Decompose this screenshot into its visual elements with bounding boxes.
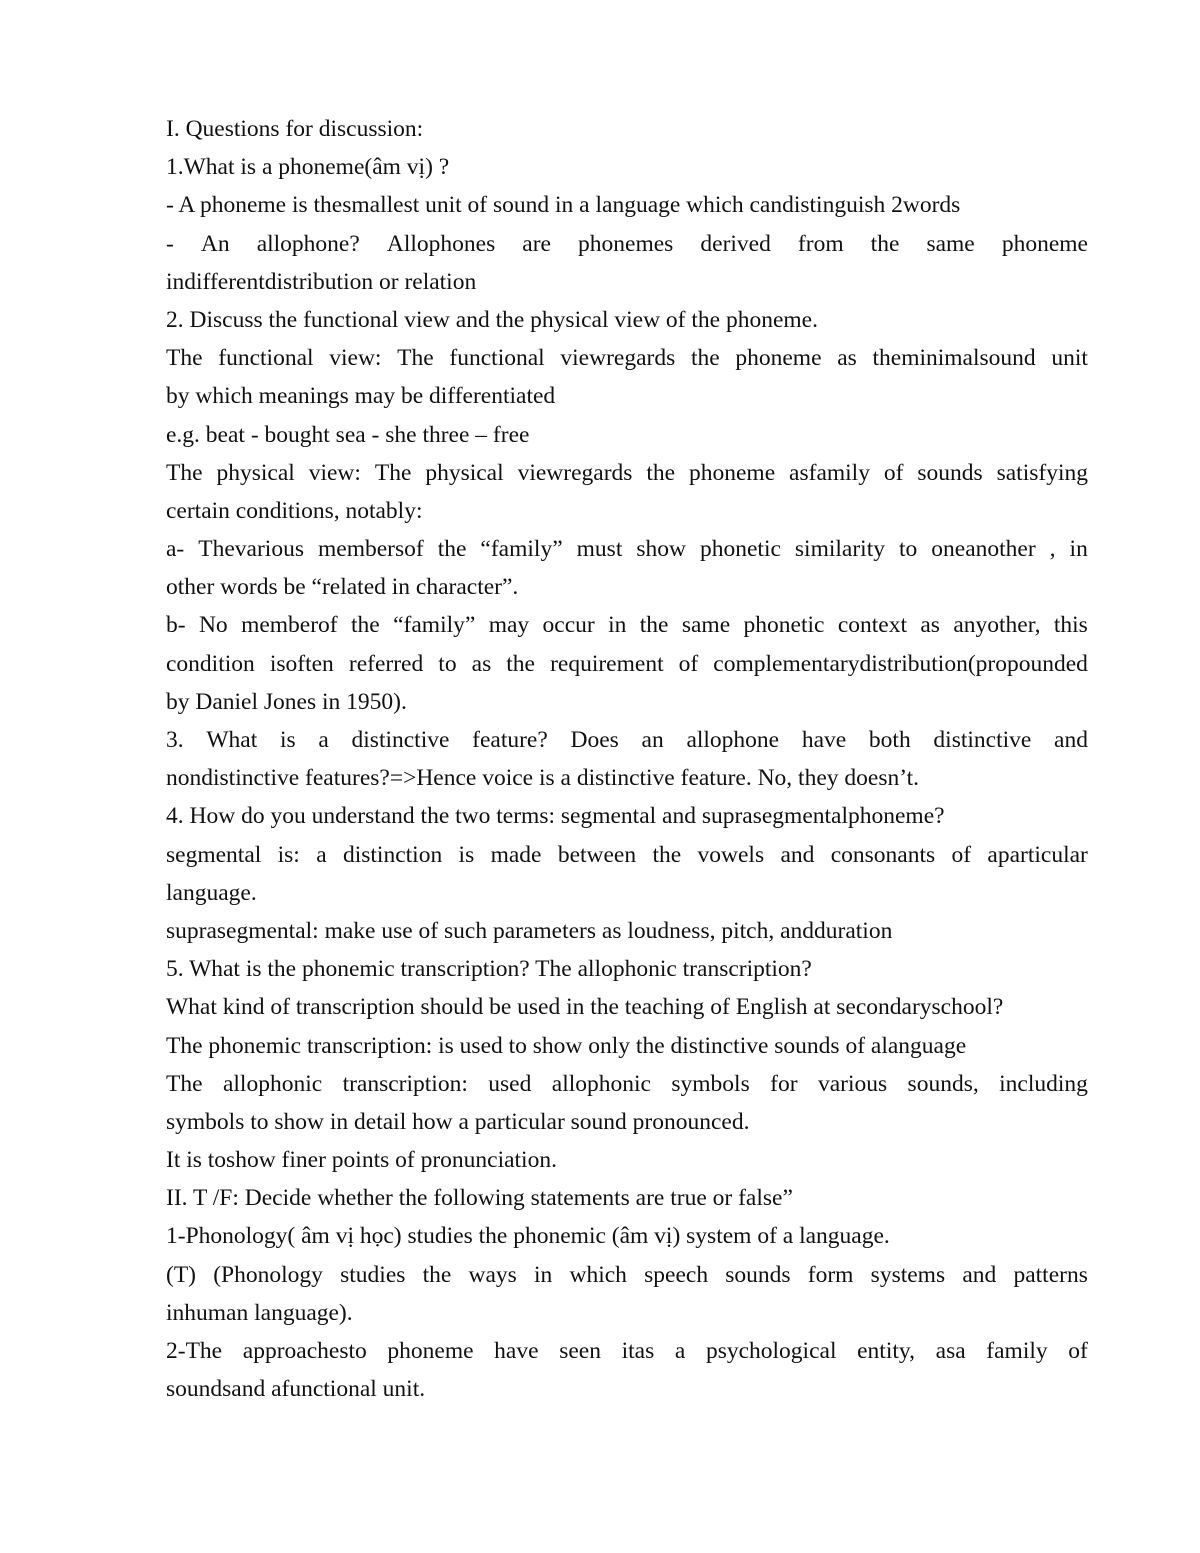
- text-line: [166, 454, 1088, 492]
- word: an: [641, 727, 664, 753]
- text-line: - A phoneme is thesmallest unit of sound in a language which candistinguish 2words: [166, 192, 961, 219]
- word: of: [951, 841, 972, 868]
- word: theminimalsound: [872, 345, 1036, 372]
- text-line: I. Questions for discussion:: [166, 116, 424, 142]
- word: functional: [449, 345, 545, 372]
- word: physical: [216, 459, 295, 486]
- word: is: [279, 727, 296, 753]
- word: to: [438, 650, 457, 677]
- word: referred: [348, 650, 424, 677]
- text-line: [166, 1256, 1088, 1294]
- word: occur: [542, 612, 595, 639]
- text-line: [166, 530, 1088, 568]
- word: as: [837, 345, 857, 372]
- word: of: [1068, 1338, 1088, 1364]
- word: What: [206, 727, 258, 753]
- word: allophonic: [551, 1070, 651, 1097]
- word: phonemes: [578, 230, 674, 257]
- word: distinction: [342, 841, 443, 868]
- word: in: [534, 1261, 553, 1288]
- text-line: 1.What is a phoneme(âm vị) ?: [166, 154, 450, 181]
- text-line: e.g. beat - bought sea - she three – free: [166, 421, 530, 448]
- text-line: [166, 339, 1088, 377]
- word: ways: [468, 1261, 517, 1288]
- text-line: suprasegmental: make use of such parameters as loudness, pitch, andduration: [166, 917, 893, 944]
- word: is: [458, 841, 475, 868]
- word: membersof: [317, 536, 424, 563]
- word: The: [166, 1070, 203, 1097]
- word: have: [801, 727, 847, 753]
- text-line: by Daniel Jones in 1950).: [166, 688, 407, 715]
- word: family: [986, 1338, 1048, 1364]
- word: speech: [644, 1261, 709, 1288]
- word: derived: [700, 230, 771, 257]
- word: psychological: [705, 1338, 837, 1364]
- word: requirement: [550, 650, 664, 677]
- word: in: [1069, 536, 1088, 563]
- word: view:: [329, 345, 382, 372]
- word: used: [488, 1070, 532, 1097]
- word: consonants: [830, 841, 936, 868]
- word: complementarydistribution(propounded: [713, 650, 1088, 677]
- word: (T): [166, 1261, 197, 1288]
- word: functional: [218, 345, 314, 372]
- word: the: [422, 1261, 452, 1288]
- word: memberof: [241, 612, 338, 639]
- word: same: [681, 612, 731, 639]
- text-line: II. T /F: Decide whether the following statements are true or false”: [166, 1185, 793, 1212]
- word: context: [837, 612, 907, 639]
- word: b-: [166, 612, 186, 639]
- word: must: [576, 536, 623, 563]
- word: is:: [277, 841, 300, 868]
- word: same: [926, 230, 975, 257]
- word: phoneme: [735, 345, 822, 372]
- word: studies: [340, 1261, 406, 1288]
- word: phoneme: [688, 459, 776, 486]
- word: including: [999, 1070, 1088, 1097]
- word: sounds,: [907, 1070, 979, 1097]
- text-line: inhuman language).: [166, 1299, 353, 1326]
- word: distinctive: [351, 727, 450, 753]
- word: viewregards: [517, 459, 633, 486]
- word: anyother,: [953, 612, 1041, 639]
- word: “family”: [393, 612, 476, 639]
- text-line: 4. How do you understand the two terms: segmental and suprasegmentalphoneme?: [166, 803, 945, 830]
- text-line: What kind of transcription should be used in the teaching of English at secondaryschool?: [166, 994, 1004, 1021]
- word: seen: [559, 1338, 601, 1364]
- word: unit: [1051, 345, 1088, 372]
- word: Allophones: [386, 230, 496, 257]
- word: of: [883, 459, 904, 486]
- text-line: [166, 1332, 1088, 1370]
- word: view:: [308, 459, 361, 486]
- word: the: [690, 345, 720, 372]
- word: phoneme: [1001, 230, 1088, 257]
- word: transcription:: [342, 1070, 468, 1097]
- word: asa: [935, 1338, 966, 1364]
- word: this: [1053, 612, 1088, 639]
- word: phoneme: [387, 1338, 474, 1364]
- text-line: [166, 645, 1088, 683]
- word: The: [166, 345, 203, 372]
- word: systems: [870, 1261, 946, 1288]
- word: between: [557, 841, 637, 868]
- word: as: [920, 612, 940, 639]
- word: and: [780, 841, 815, 868]
- text-line: [166, 1065, 1088, 1103]
- word: feature?: [472, 727, 548, 753]
- word: An: [200, 230, 230, 257]
- word: are: [522, 230, 551, 257]
- text-line: [166, 721, 1088, 759]
- word: 3.: [166, 727, 184, 753]
- text-line: [166, 606, 1088, 644]
- word: ,: [1049, 536, 1056, 563]
- word: satisfying: [996, 459, 1088, 486]
- text-line: 2. Discuss the functional view and the physical view of the phoneme.: [166, 306, 818, 333]
- word: condition: [166, 650, 255, 677]
- word: of: [678, 650, 699, 677]
- word: symbols: [671, 1070, 750, 1097]
- word: allophone: [686, 727, 780, 753]
- word: oneanother: [931, 536, 1036, 563]
- text-line: 1-Phonology( âm vị học) studies the phonemic (âm vị) system of a language.: [166, 1223, 890, 1250]
- text-line: [166, 836, 1088, 874]
- word: as: [471, 650, 492, 677]
- text-line: The phonemic transcription: is used to show only the distinctive sounds of alanguage: [166, 1032, 967, 1059]
- word: segmental: [166, 841, 262, 868]
- word: to: [898, 536, 918, 563]
- word: 2-The: [166, 1338, 223, 1364]
- word: both: [868, 727, 911, 753]
- word: similarity: [794, 536, 885, 563]
- document-body: [166, 110, 1088, 1408]
- word: form: [807, 1261, 854, 1288]
- text-line: certain conditions, notably:: [166, 497, 423, 524]
- word: and: [962, 1261, 997, 1288]
- word: Thevarious: [198, 536, 304, 563]
- word: “family”: [480, 536, 563, 563]
- word: allophonic: [222, 1070, 323, 1097]
- text-line: indifferentdistribution or relation: [166, 268, 477, 295]
- word: sounds: [917, 459, 983, 486]
- text-line: 5. What is the phonemic transcription? The allophonic transcription?: [166, 956, 812, 983]
- word: allophone?: [256, 230, 360, 257]
- word: a: [318, 727, 329, 753]
- text-line: symbols to show in detail how a particular sound pronounced.: [166, 1108, 750, 1135]
- word: the: [652, 841, 682, 868]
- text-line: soundsand afunctional unit.: [166, 1376, 426, 1403]
- word: a-: [166, 536, 185, 563]
- text-line: [166, 225, 1088, 263]
- word: aparticular: [987, 841, 1088, 868]
- word: show: [636, 536, 686, 563]
- word: isoften: [269, 650, 334, 677]
- word: vowels: [697, 841, 765, 868]
- word: physical: [425, 459, 504, 486]
- word: in: [608, 612, 627, 639]
- word: the: [351, 612, 380, 639]
- word: sounds: [725, 1261, 791, 1288]
- text-line: nondistinctive features?=>Hence voice is a distinctive feature. No, they doesn’t.: [166, 765, 920, 792]
- word: various: [817, 1070, 888, 1097]
- text-line: other words be “related in character”.: [166, 574, 519, 601]
- word: itas: [621, 1338, 655, 1364]
- word: made: [490, 841, 542, 868]
- word: viewregards: [560, 345, 676, 372]
- word: approachesto: [242, 1338, 367, 1364]
- word: The: [374, 459, 412, 486]
- word: Does: [570, 727, 619, 753]
- word: from: [797, 230, 844, 257]
- word: -: [166, 230, 174, 257]
- word: a: [316, 841, 327, 868]
- word: distinctive: [933, 727, 1032, 753]
- text-line: by which meanings may be differentiated: [166, 383, 556, 410]
- word: a: [674, 1338, 686, 1364]
- word: entity,: [857, 1338, 915, 1364]
- word: The: [397, 345, 434, 372]
- word: (Phonology: [213, 1261, 323, 1288]
- word: have: [494, 1338, 539, 1364]
- word: The: [166, 459, 203, 486]
- word: the: [870, 230, 900, 257]
- word: for: [770, 1070, 798, 1097]
- text-line: It is toshow finer points of pronunciation.: [166, 1147, 557, 1174]
- word: patterns: [1013, 1261, 1088, 1288]
- word: the: [437, 536, 467, 563]
- word: may: [488, 612, 530, 639]
- word: the: [646, 459, 676, 486]
- word: the: [639, 612, 669, 639]
- word: asfamily: [789, 459, 870, 486]
- word: and: [1054, 727, 1088, 753]
- word: phonetic: [743, 612, 825, 639]
- word: which: [569, 1261, 627, 1288]
- word: No: [198, 612, 228, 639]
- word: the: [506, 650, 535, 677]
- text-line: language.: [166, 879, 257, 906]
- word: phonetic: [699, 536, 781, 563]
